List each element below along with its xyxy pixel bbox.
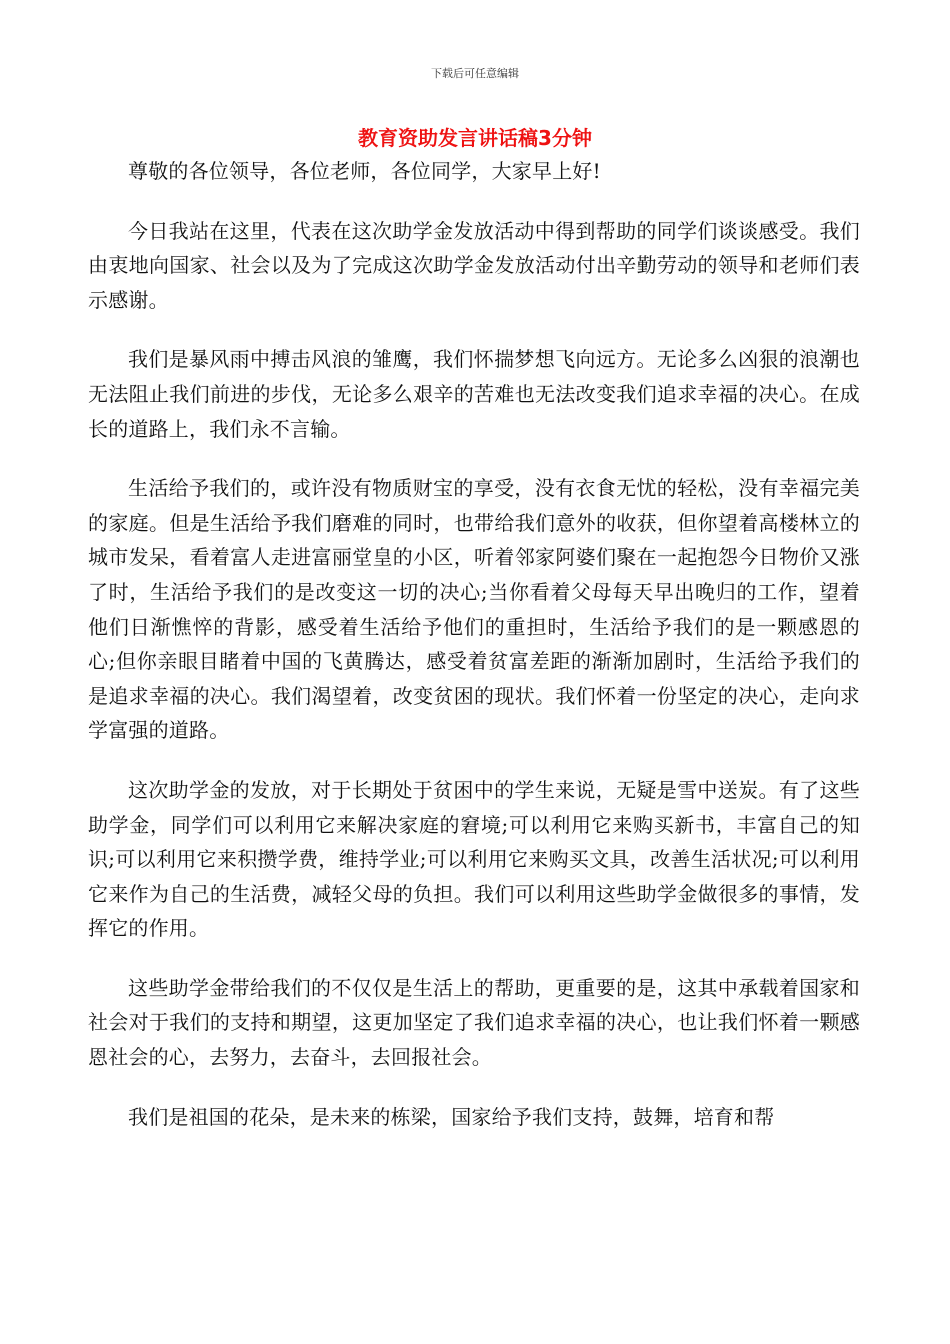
paragraph: 今日我站在这里，代表在这次助学金发放活动中得到帮助的同学们谈谈感受。我们由衷地向国家、社会以及为了完成这次助学金发放活动付出辛勤劳动的领导和老师们表示感谢。 [88,218,860,312]
document-body [88,152,860,1159]
paragraph-greeting: 尊敬的各位领导，各位老师，各位同学，大家早上好! [128,159,601,183]
paragraph: 这次助学金的发放，对于长期处于贫困中的学生来说，无疑是雪中送炭。有了这些助学金，同学们可以利用它来解决家庭的窘境;可以利用它来购买新书，丰富自己的知识;可以利用它来积攒学费，维持学业;可以利用它来购买文具，改善生活状况;可以利用它来作为自己的生活费，减轻父母的负担。我们可以利用这些助学金做很多的事情，发挥它的作用。 [88,777,860,941]
header-note: 下载后可任意编辑 [431,67,519,80]
paragraph: 生活给予我们的，或许没有物质财宝的享受，没有衣食无忧的轻松，没有幸福完美的家庭。但是生活给予我们磨难的同时，也带给我们意外的收获，但你望着高楼林立的城市发呆，看着富人走进富丽堂皇的小区，听着邻家阿婆们聚在一起抱怨今日物价又涨了时，生活给予我们的是改变这一切的决心;当你看着父母每天早出晚归的工作，望着他们日渐憔悴的背影，感受着生活给予他们的重担时，生活给予我们的是一颗感恩的心;但你亲眼目睹着中国的飞黄腾达，感受着贫富差距的渐渐加剧时，生活给予我们的是追求幸福的决心。我们渴望着，改变贫困的现状。我们怀着一份坚定的决心，走向求学富强的道路。 [88,476,860,743]
paragraph: 这些助学金带给我们的不仅仅是生活上的帮助，更重要的是，这其中承载着国家和社会对于我们的支持和期望，这更加坚定了我们追求幸福的决心，也让我们怀着一颗感恩社会的心，去努力，去奋斗，去回报社会。 [88,975,860,1070]
paragraph: 我们是暴风雨中搏击风浪的雏鹰，我们怀揣梦想飞向远方。无论多么凶狠的浪潮也无法阻止我们前进的步伐，无论多么艰辛的苦难也无法改变我们追求幸福的决心。在成长的道路上，我们永不言输。 [88,347,860,441]
document-title: 教育资助发言讲话稿3分钟 [358,126,592,150]
paragraph: 我们是祖国的花朵，是未来的栋梁，国家给予我们支持，鼓舞，培育和帮 [128,1104,775,1129]
